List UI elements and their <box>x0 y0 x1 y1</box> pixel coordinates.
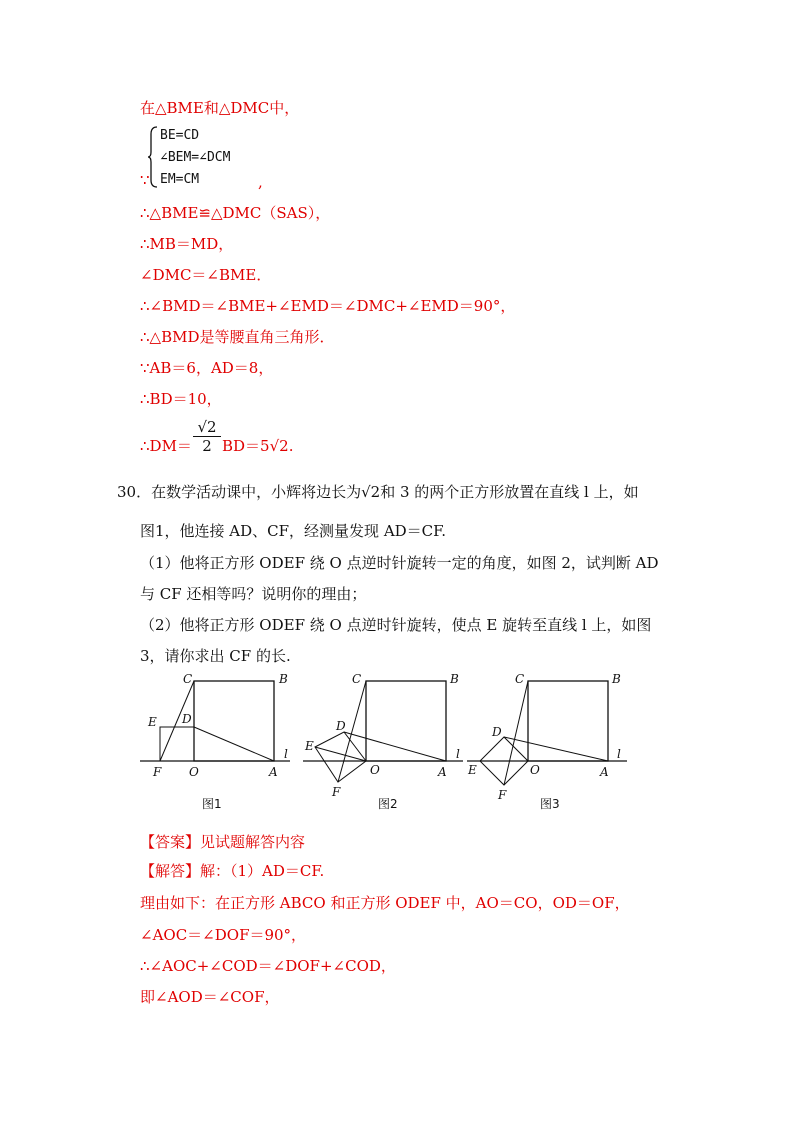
svg-text:l: l <box>617 747 621 761</box>
system-comma: , <box>258 173 263 191</box>
svg-text:A: A <box>600 765 609 779</box>
question-line-3: （1）他将正方形 ODEF 绕 O 点逆时针旋转一定的角度，如图 2，试判断 AD <box>140 554 659 572</box>
question-line-1: 30．在数学活动课中，小辉将边长为√2和 3 的两个正方形放置在直线 l 上，如 <box>117 483 639 501</box>
figure-3-diagram <box>462 670 632 800</box>
answer-line-3: 理由如下：在正方形 ABCO 和正方形 ODEF 中，AO＝CO，OD＝OF， <box>140 894 630 912</box>
dm-suffix: BD＝5√2. <box>222 437 294 455</box>
answer-line-6: 即∠AOD＝∠COF， <box>140 988 280 1006</box>
proof-line-isosceles: ∴△BMD是等腰直角三角形． <box>140 328 335 346</box>
svg-text:A: A <box>269 765 278 779</box>
system-eq-3: EM=CM <box>160 172 200 187</box>
figure-1-diagram <box>135 670 295 790</box>
dm-frac-den: 2 <box>202 437 212 455</box>
dm-fraction <box>193 418 221 455</box>
svg-text:C: C <box>352 672 362 686</box>
svg-text:l: l <box>456 747 460 761</box>
svg-text:B: B <box>450 672 459 686</box>
question-line-6: 3，请你求出 CF 的长. <box>140 647 291 665</box>
system-eq-1: BE=CD <box>160 128 200 143</box>
svg-text:E: E <box>468 763 477 777</box>
svg-text:B: B <box>279 672 288 686</box>
proof-line-angles: ∠DMC＝∠BME． <box>140 266 272 284</box>
dm-prefix: ∴DM＝ <box>140 437 192 455</box>
svg-text:O: O <box>189 765 199 779</box>
answer-line-4: ∠AOC＝∠DOF＝90°， <box>140 926 307 944</box>
proof-line-1: 在△BME和△DMC中， <box>140 99 300 117</box>
proof-line-ab-ad: ∵AB＝6，AD＝8， <box>140 359 274 377</box>
answer-line-1: 【答案】见试题解答内容 <box>140 833 306 851</box>
svg-text:F: F <box>332 785 341 799</box>
figure-2-caption: 图2 <box>378 797 398 811</box>
svg-text:F: F <box>498 788 507 800</box>
svg-text:D: D <box>336 719 346 733</box>
svg-text:C: C <box>183 672 193 686</box>
svg-text:E: E <box>148 715 157 729</box>
because-symbol: ∵ <box>140 171 150 189</box>
svg-text:E: E <box>305 739 314 753</box>
proof-line-congruent: ∴△BME≌△DMC（SAS）， <box>140 204 331 222</box>
question-line-2: 图1，他连接 AD、CF，经测量发现 AD＝CF. <box>140 522 446 540</box>
answer-line-5: ∴∠AOC+∠COD＝∠DOF+∠COD， <box>140 957 396 975</box>
svg-text:F: F <box>153 765 162 779</box>
svg-text:D: D <box>182 712 192 726</box>
svg-text:l: l <box>284 747 288 761</box>
svg-text:B: B <box>612 672 621 686</box>
svg-text:C: C <box>515 672 525 686</box>
question-line-4: 与 CF 还相等吗？说明你的理由； <box>140 585 367 603</box>
svg-text:O: O <box>370 763 380 777</box>
figure-3-caption: 图3 <box>540 797 560 811</box>
proof-line-mb-md: ∴MB＝MD， <box>140 235 234 253</box>
dm-frac-num: √2 <box>193 418 221 437</box>
figure-2-diagram <box>298 670 468 800</box>
proof-line-bd: ∴BD＝10， <box>140 390 222 408</box>
question-line-5: （2）他将正方形 ODEF 绕 O 点逆时针旋转，使点 E 旋转至直线 l 上，如图 <box>140 616 652 634</box>
svg-text:O: O <box>530 763 540 777</box>
system-eq-2: ∠BEM=∠DCM <box>160 150 231 165</box>
svg-text:A: A <box>438 765 447 779</box>
proof-line-bmd: ∴∠BMD＝∠BME+∠EMD＝∠DMC+∠EMD＝90°， <box>140 297 516 315</box>
figure-1-caption: 图1 <box>202 797 222 811</box>
answer-line-2: 【解答】解：（1）AD＝CF. <box>140 862 325 880</box>
svg-text:D: D <box>492 725 502 739</box>
